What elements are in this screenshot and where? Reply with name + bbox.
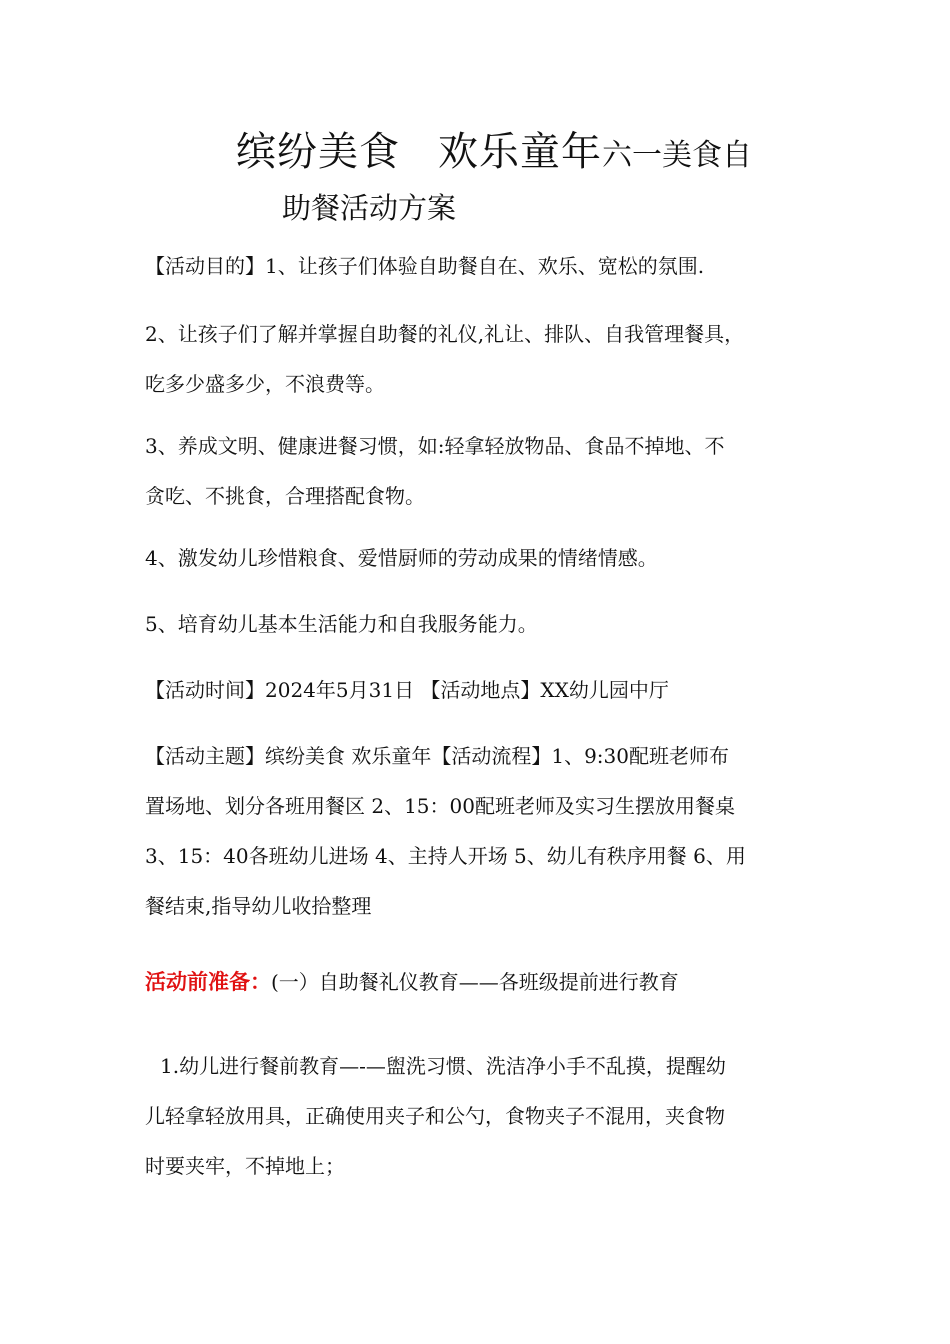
prep-label: 活动前准备： (145, 969, 271, 994)
title-part-3: 六一美食自 (602, 138, 752, 173)
goal-1: 【活动目的】1、让孩子们体验自助餐自在、欢乐、宽松的氛围. (145, 254, 705, 278)
theme-flow-line-3: 3、15：40各班幼儿进场 4、主持人开场 5、幼儿有秩序用餐 6、用 (145, 844, 746, 868)
item-1-line-3: 时要夹牢，不掉地上； (145, 1154, 345, 1178)
item-1-line-1: 1.幼儿进行餐前教育—-—盥洗习惯、洗洁净小手不乱摸，提醒幼 (160, 1054, 726, 1078)
prep-heading (145, 966, 679, 996)
prep-heading-text: (一）自助餐礼仪教育——各班级提前进行教育 (271, 970, 679, 994)
title-part-2: 欢乐童年 (438, 129, 602, 175)
goal-3-line-2: 贪吃、不挑食，合理搭配食物。 (145, 484, 425, 508)
goal-2-line-2: 吃多少盛多少，不浪费等。 (145, 372, 385, 396)
title-part-4: 助餐活动方案 (282, 191, 457, 225)
goal-3-line-1: 3、养成文明、健康进餐习惯，如:轻拿轻放物品、食品不掉地、不 (145, 434, 725, 458)
item-1-line-2: 儿轻拿轻放用具，正确使用夹子和公勺，食物夹子不混用，夹食物 (145, 1104, 725, 1128)
theme-flow-line-1: 【活动主题】缤纷美食 欢乐童年【活动流程】1、9:30配班老师布 (145, 744, 729, 768)
theme-flow-line-4: 餐结束,指导幼儿收拾整理 (145, 894, 372, 918)
goal-5: 5、培育幼儿基本生活能力和自我服务能力。 (145, 612, 538, 636)
time-place: 【活动时间】2024年5月31日 【活动地点】XX幼儿园中厅 (145, 678, 669, 702)
goal-2-line-1: 2、让孩子们了解并掌握自助餐的礼仪,礼让、排队、自我管理餐具， (145, 322, 745, 346)
document-title (236, 120, 752, 177)
goal-4: 4、激发幼儿珍惜粮食、爱惜厨师的劳动成果的情绪情感。 (145, 546, 658, 570)
theme-flow-line-2: 置场地、划分各班用餐区 2、15：00配班老师及实习生摆放用餐桌 (145, 794, 735, 818)
title-part-1: 缤纷美食 (236, 129, 400, 175)
